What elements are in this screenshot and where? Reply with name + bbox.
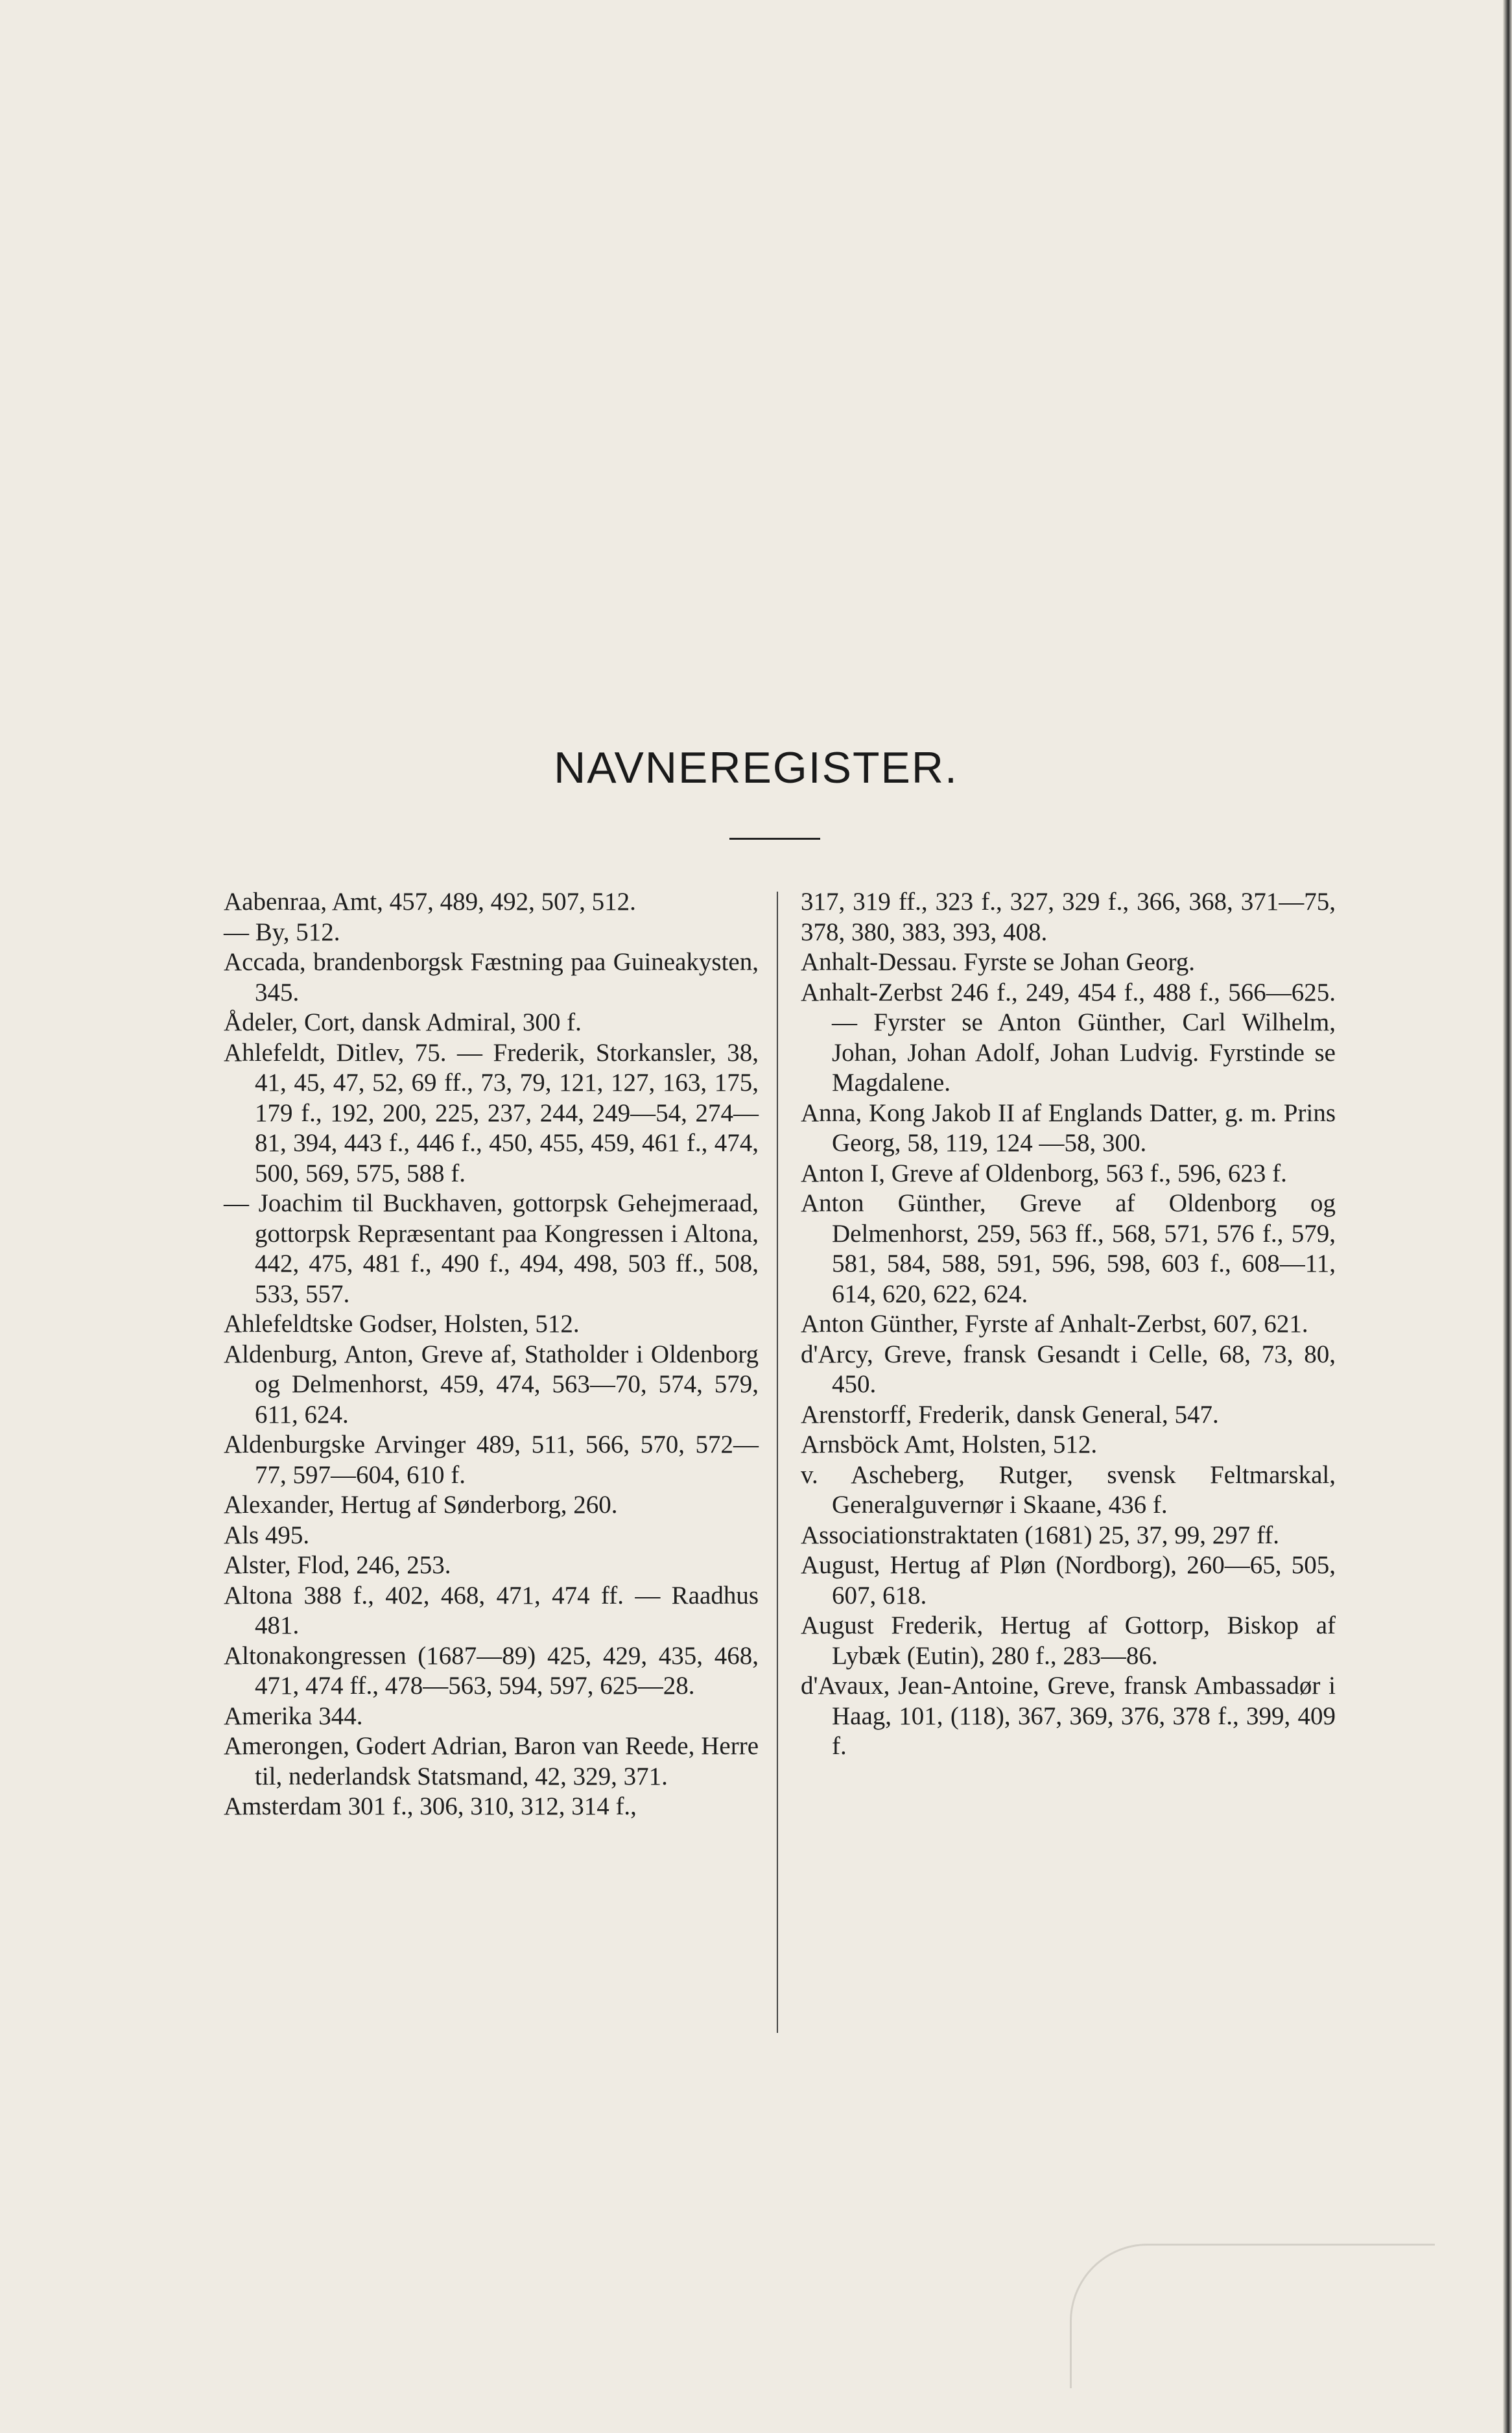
title-rule <box>729 838 820 840</box>
index-entry: Amsterdam 301 f., 306, 310, 312, 314 f., <box>224 1792 637 1820</box>
index-entry: 317, 319 ff., 323 f., 327, 329 f., 366, 368, 371—75, 378, 380, 383, 393, 408. <box>801 888 1336 946</box>
page-edge <box>1503 0 1512 2433</box>
index-entry: Accada, brandenborgsk Fæstning paa Guineakysten, 345. <box>224 948 759 1006</box>
index-entry: v. Ascheberg, Rutger, svensk Feltmarskal, Generalguvernør i Skaane, 436 f. <box>801 1460 1336 1519</box>
index-entry: d'Avaux, Jean-Antoine, Greve, fransk Ambassadør i Haag, 101, (118), 367, 369, 376, 378 f., 399, 409 f. <box>801 1672 1336 1760</box>
page-curl-mark <box>1070 2244 1435 2388</box>
index-entry: Anton Günther, Greve af Oldenborg og Delmenhorst, 259, 563 ff., 568, 571, 576 f., 579, 581, 584, 588, 591, 596, 598, 603 f., 608—11, 614, 620, 622, 624. <box>801 1189 1336 1308</box>
index-entry: Als 495. <box>224 1521 310 1549</box>
index-entry: Amerongen, Godert Adrian, Baron van Reede, Herre til, nederlandsk Statsmand, 42, 329, 371. <box>224 1732 759 1790</box>
index-entry: August Frederik, Hertug af Gottorp, Biskop af Lybæk (Eutin), 280 f., 283—86. <box>801 1611 1336 1670</box>
index-entry: d'Arcy, Greve, fransk Gesandt i Celle, 68, 73, 80, 450. <box>801 1340 1336 1398</box>
index-entry: August, Hertug af Pløn (Nordborg), 260—65, 505, 607, 618. <box>801 1551 1336 1609</box>
index-entry: Anton I, Greve af Oldenborg, 563 f., 596, 623 f. <box>801 1159 1287 1187</box>
index-entry: Alster, Flod, 246, 253. <box>224 1551 451 1579</box>
index-entry: Arnsböck Amt, Holsten, 512. <box>801 1430 1098 1458</box>
index-entry: Associationstraktaten (1681) 25, 37, 99, 297 ff. <box>801 1521 1279 1549</box>
index-entry: Altonakongressen (1687—89) 425, 429, 435, 468, 471, 474 ff., 478—563, 594, 597, 625—28. <box>224 1641 759 1700</box>
index-entry: — Joachim til Buckhaven, gottorpsk Gehejmeraad, gottorpsk Repræsentant paa Kongressen i Altona, 442, 475, 481 f., 490 f., 494, 498, 503 ff., 508, 533, 557. <box>224 1189 759 1308</box>
index-entry: Anhalt-Zerbst 246 f., 249, 454 f., 488 f., 566—625. — Fyrster se Anton Günther, Carl Wilhelm, Johan, Johan Adolf, Johan Ludvig. Fyrstinde se Magdalene. <box>801 978 1336 1097</box>
index-entry: Anhalt-Dessau. Fyrste se Johan Georg. <box>801 948 1196 976</box>
index-entry: Ahlefeldt, Ditlev, 75. — Frederik, Storkansler, 38, 41, 45, 47, 52, 69 ff., 73, 79, 121, 127, 163, 175, 179 f., 192, 200, 225, 237, 244, 249—54, 274—81, 394, 443 f., 446 f., 450, 455, 459, 461 f., 474, 500, 569, 575, 588 f. <box>224 1038 759 1187</box>
index-entry: Aldenburgske Arvinger 489, 511, 566, 570, 572—77, 597—604, 610 f. <box>224 1430 759 1489</box>
index-entry: Arenstorff, Frederik, dansk General, 547. <box>801 1400 1219 1429</box>
page-title: NAVNEREGISTER. <box>554 743 958 792</box>
index-entry: Amerika 344. <box>224 1702 363 1730</box>
index-entry: Anton Günther, Fyrste af Anhalt-Zerbst, 607, 621. <box>801 1310 1308 1338</box>
index-entry: Anna, Kong Jakob II af Englands Datter, g. m. Prins Georg, 58, 119, 124 —58, 300. <box>801 1098 1336 1157</box>
index-entry: Ådeler, Cort, dansk Admiral, 300 f. <box>224 1008 582 1036</box>
bleed-through-text <box>195 149 1426 733</box>
index-column-left <box>224 887 759 1822</box>
column-divider <box>777 892 778 2033</box>
index-entry: — By, 512. <box>224 918 340 946</box>
index-entry: Alexander, Hertug af Sønderborg, 260. <box>224 1491 618 1519</box>
index-entry: Aldenburg, Anton, Greve af, Statholder i Oldenborg og Delmenhorst, 459, 474, 563—70, 574, 579, 611, 624. <box>224 1340 759 1429</box>
index-column-right <box>801 887 1336 1762</box>
index-entry: Altona 388 f., 402, 468, 471, 474 ff. — Raadhus 481. <box>224 1581 759 1639</box>
index-entry: Ahlefeldtske Godser, Holsten, 512. <box>224 1310 580 1338</box>
index-entry: Aabenraa, Amt, 457, 489, 492, 507, 512. <box>224 888 636 916</box>
